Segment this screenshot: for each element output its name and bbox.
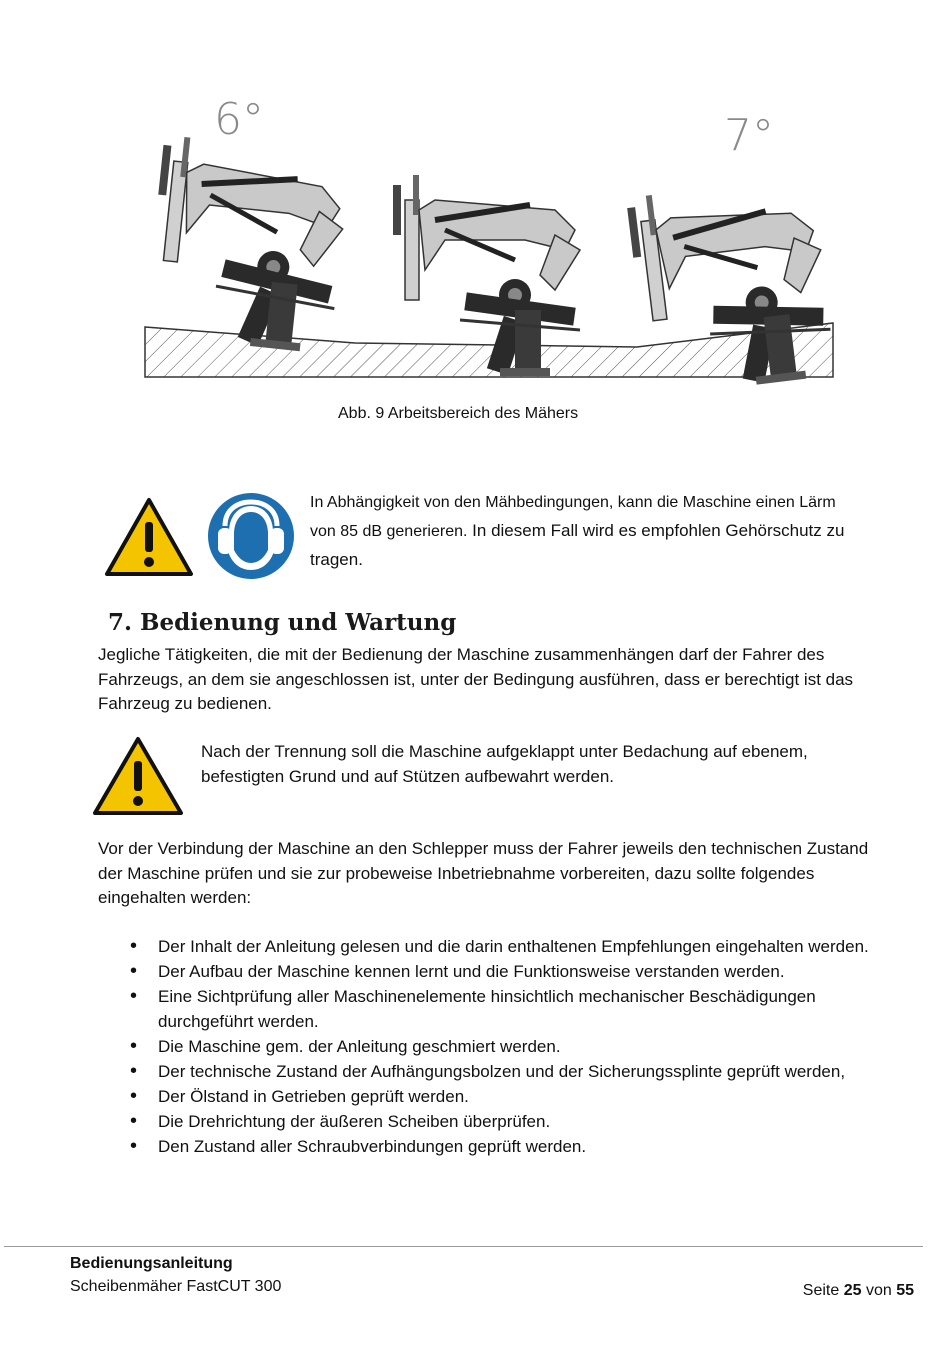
noise-warning-line2b: In diesem Fall wird es empfohlen Gehörschutz zu (467, 521, 845, 540)
warning-triangle-icon (104, 497, 194, 582)
noise-warning-line1: In Abhängigkeit von den Mähbedingungen, kann die Maschine einen Lärm (310, 494, 836, 511)
list-item: • Der Inhalt der Anleitung gelesen und die darin enthaltenen Empfehlungen eingehalten werden. (130, 934, 870, 959)
section-heading: 7. Bedienung und Wartung (108, 609, 457, 636)
checklist (130, 934, 870, 1159)
footer-subtitle: Scheibenmäher FastCUT 300 (70, 1278, 282, 1295)
noise-warning-line2a: von 85 dB generieren. (310, 523, 468, 540)
noise-warning-text (310, 489, 900, 574)
list-item: • Der technische Zustand der Aufhängungsbolzen und der Sicherungssplinte geprüft werden, (130, 1059, 870, 1084)
figure-caption: Abb. 9 Arbeitsbereich des Mähers (338, 405, 579, 422)
hearing-protection-icon (207, 492, 295, 585)
footer-title: Bedienungsanleitung (70, 1255, 233, 1272)
angle-label-right: 7° (724, 110, 774, 161)
list-item: • Eine Sichtprüfung aller Maschinenelemente hinsichtlich mechanischer Beschädigungen durchgeführt werden. (130, 984, 870, 1034)
list-item: • Die Maschine gem. der Anleitung geschmiert werden. (130, 1034, 870, 1059)
storage-warning-text: Nach der Trennung soll die Maschine aufgeklappt unter Bedachung auf ebenem, befestigten Grund und auf Stützen aufbewahrt werden. (201, 742, 808, 786)
page-prefix: Seite (802, 1282, 844, 1299)
page-current: 25 (843, 1282, 862, 1299)
pre-connection-paragraph: Vor der Verbindung der Maschine an den Schlepper muss der Fahrer jeweils den technischen Zustand der Maschine prüfen und sie zur probeweise Inbetriebnahme vorbereiten, dazu sollte folgendes eingehalten werden: (98, 839, 869, 907)
list-item: • Der Ölstand in Getrieben geprüft werden. (130, 1084, 870, 1109)
list-item: • Die Drehrichtung der äußeren Scheiben überprüfen. (130, 1109, 870, 1134)
noise-warning-line3: tragen. (310, 550, 363, 569)
page-total: 55 (896, 1282, 914, 1299)
angle-label-left: 6° (214, 94, 264, 145)
page-number (803, 1282, 914, 1300)
list-item: • Der Aufbau der Maschine kennen lernt und die Funktionsweise verstanden werden. (130, 959, 870, 984)
footer-divider (4, 1246, 923, 1247)
warning-triangle-icon (92, 736, 184, 821)
section-intro: Jegliche Tätigkeiten, die mit der Bedienung der Maschine zusammenhängen darf der Fahrer des Fahrzeugs, an dem sie angeschlossen ist, unter der Bedingung ausführen, dass er berechtigt ist das Fahrzeug zu bedienen. (98, 645, 854, 713)
list-item: • Den Zustand aller Schraubverbindungen geprüft werden. (130, 1134, 870, 1159)
page-mid: von (861, 1282, 897, 1299)
